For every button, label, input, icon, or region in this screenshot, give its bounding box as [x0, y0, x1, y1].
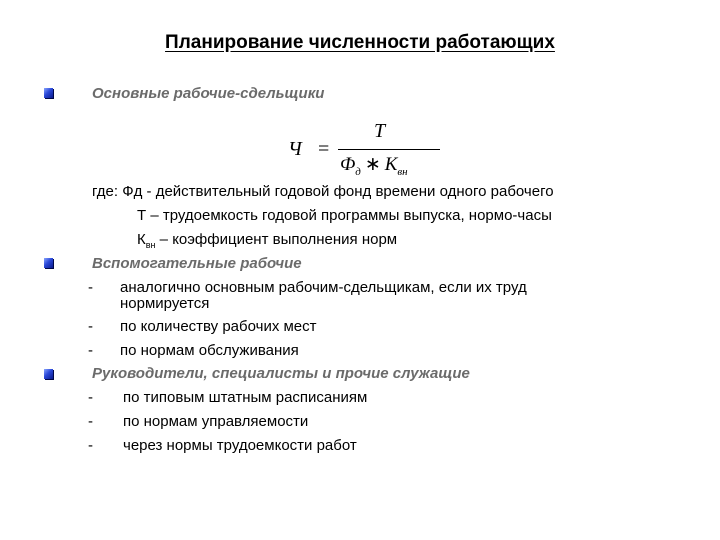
- formula-denominator: [340, 153, 408, 178]
- formula-den-main2: К: [384, 154, 398, 175]
- page-title: Планирование численности работающих: [165, 32, 555, 53]
- formula-den-main1: Ф: [340, 154, 356, 175]
- formula-fraction-bar: [338, 149, 440, 150]
- formula-lhs: Ч: [288, 138, 302, 160]
- k-sub: вн: [145, 240, 156, 250]
- formula-den-sub1: д: [355, 165, 361, 178]
- square-bullet-icon: [44, 88, 53, 98]
- square-bullet-icon: [44, 258, 53, 268]
- list-dash: -: [88, 318, 93, 335]
- t-definition: Т – трудоемкость годовой программы выпуска, нормо-часы: [137, 207, 552, 224]
- list-item: по количеству рабочих мест: [120, 318, 317, 335]
- list-dash: -: [88, 413, 93, 430]
- formula-den-sub2: вн: [397, 165, 408, 178]
- k-definition: [137, 231, 397, 250]
- list-dash: -: [88, 279, 93, 296]
- section-heading-managers: Руководители, специалисты и прочие служащие: [92, 365, 470, 382]
- list-item: через нормы трудоемкости работ: [123, 437, 357, 454]
- formula-numerator: T: [374, 120, 386, 142]
- section-heading-main-workers: Основные рабочие-сдельщики: [92, 85, 325, 102]
- section-heading-support-workers: Вспомогательные рабочие: [92, 255, 302, 272]
- square-bullet-icon: [44, 369, 53, 379]
- list-dash: -: [88, 342, 93, 359]
- headcount-formula: [282, 118, 452, 180]
- list-item: по типовым штатным расписаниям: [123, 389, 368, 406]
- formula-den-operator: ∗: [364, 154, 381, 175]
- list-item: аналогично основным рабочим-сдельщикам, если их труд: [120, 279, 527, 296]
- k-rest: – коэффициент выполнения норм: [155, 231, 398, 248]
- formula-equals: =: [318, 138, 330, 160]
- list-dash: -: [88, 437, 93, 454]
- where-line: где: Фд - действительный годовой фонд времени одного рабочего: [92, 183, 554, 200]
- list-dash: -: [88, 389, 93, 406]
- list-item: по нормам управляемости: [123, 413, 309, 430]
- list-item: по нормам обслуживания: [120, 342, 299, 359]
- k-main: К: [137, 231, 146, 248]
- list-item-continuation: нормируется: [120, 295, 210, 312]
